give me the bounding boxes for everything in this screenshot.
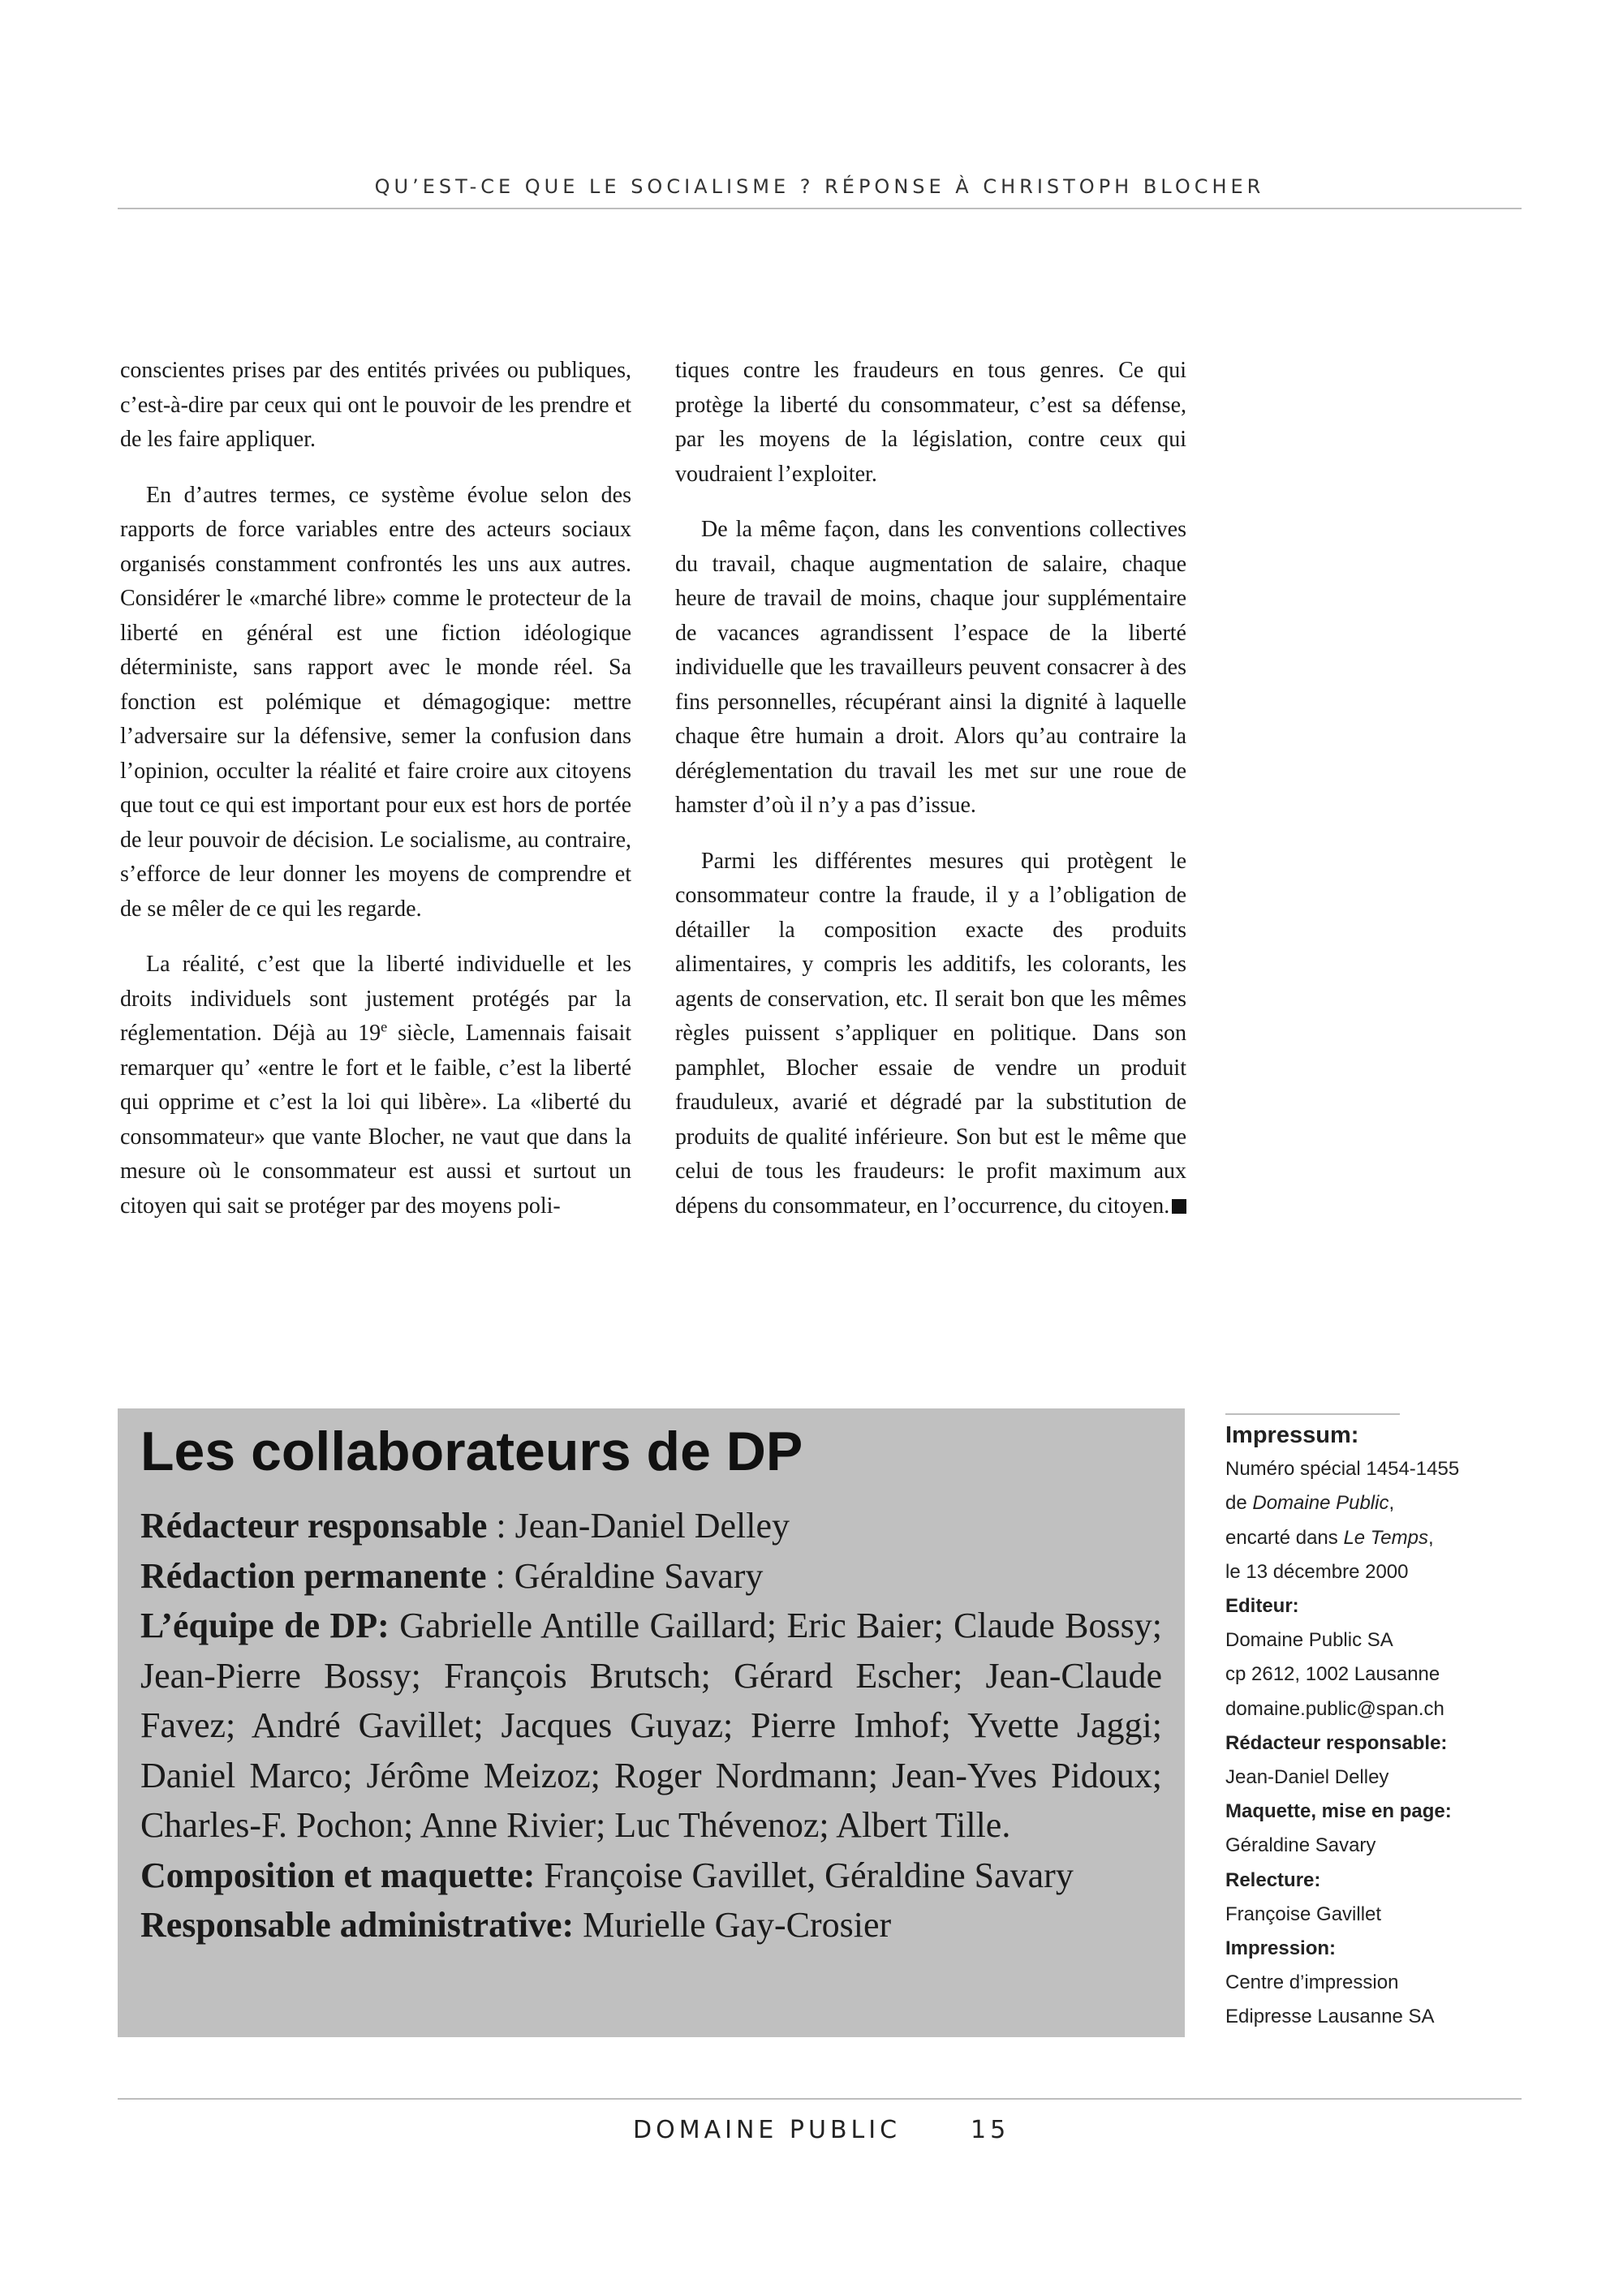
publication-name: DOMAINE PUBLIC <box>633 2116 902 2144</box>
header-rule <box>118 208 1522 209</box>
article-column-left <box>120 354 631 1245</box>
paragraph: La réalité, c’est que la liberté individuelle et les droits individuels sont justement protégés par la réglementation. Déjà au 19e siècle, Lamennais faisait remarquer qu’ «entre le fort et le faible, c’est la liberté qui opprime et c’est la loi qui libère». La «liberté du consommateur» que vante Blocher, ne vaut que dans la mesure où le consommateur est aussi et surtout un citoyen qui sait se protéger par des moyens poli- <box>120 952 632 1219</box>
paragraph: tiques contre les fraudeurs en tous genres. Ce qui protège la liberté du consommateur, c’est sa défense, par les moyens de la législation, contre ceux qui voudraient l’exploiter. <box>675 358 1186 487</box>
article-column-right <box>675 354 1186 1245</box>
footer-rule <box>118 2098 1522 2100</box>
impressum-rule <box>1225 1413 1400 1415</box>
paragraph: En d’autres termes, ce système évolue selon des rapports de force variables entre des acteurs sociaux organisés constamment confrontés les uns aux autres. Considérer le «marché libre» comme le protecteur de la liberté en général est une fiction idéologique déterministe, sans rapport avec le monde réel. Sa fonction est polémique et démagogique: mettre l’adversaire sur la défensive, semer la confusion dans l’opinion, occulter la réalité et faire croire aux citoyens que tout ce qui est important pour eux est hors de portée de leur pouvoir de décision. Le socialisme, au contraire, s’efforce de leur donner les moyens de comprendre et de se mêler de ce qui les regarde. <box>120 482 631 922</box>
paragraph: De la même façon, dans les conventions collectives du travail, chaque augmentation de salaire, chaque heure de travail de moins, chaque jour supplémentaire de vacances agrandissent l’espace de la liberté individuelle que les travailleurs peuvent consacrer à des fins personnelles, récupérant ainsi la dignité à laquelle chaque être humain a droit. Alors qu’au contraire la déréglementation du travail les met sur une roue de hamster d’où il n’y a pas d’issue. <box>675 517 1186 818</box>
impressum-title: Impressum: <box>1225 1422 1359 1448</box>
end-of-article-mark <box>1172 1199 1186 1214</box>
collaborators-title: Les collaborateurs de DP <box>140 1421 803 1482</box>
impressum: Impressum: Numéro spécial 1454-1455 de Domaine Public, encarté dans Le Temps, le 13 décembre 2000 Editeur: Domaine Public SA cp 2612, 1002 Lausanne domaine.public@span.ch Rédacteur responsable: Jean-Daniel Delley Maquette, mise en page: Géraldine Savary Relecture: Françoise Gavillet Impression: Centre d’impression Edipresse Lausanne SA <box>1225 1418 1518 2035</box>
collaborators-list: Rédacteur responsable : Jean-Daniel Delley Rédaction permanente : Géraldine Savary L’équipe de DP: Gabrielle Antille Gaillard; Eric Baier; Claude Bossy; Jean-Pierre Bossy; François Brutsch; Gérard Escher; Jean-Claude Favez; André Gavillet; Jacques Guyaz; Pierre Imhof; Yvette Jaggi; Daniel Marco; Jérôme Meizoz; Roger Nordmann; Jean-Yves Pidoux; Charles-F. Pochon; Anne Rivier; Luc Thévenoz; Albert Tille. Composition et maquette: Françoise Gavillet, Géraldine Savary Responsable administrative: Murielle Gay-Crosier <box>140 1506 1162 1945</box>
paragraph: conscientes prises par des entités privées ou publiques, c’est-à-dire par ceux qui ont le pouvoir de les prendre et de les faire appliquer. <box>120 358 631 452</box>
page-number: 15 <box>971 2116 1010 2144</box>
running-header: QU’EST-CE QUE LE SOCIALISME ? RÉPONSE À CHRISTOPH BLOCHER <box>374 175 1265 198</box>
email-address: domaine.public@span.ch <box>1225 1697 1444 1720</box>
collaborators-box <box>118 1408 1185 2037</box>
paragraph: Parmi les différentes mesures qui protègent le consommateur contre la fraude, il y a l’obligation de détailler la composition exacte des produits alimentaires, y compris les additifs, les colorants, les agents de conservation, etc. Il serait bon que les mêmes règles puissent s’appliquer en politique. Dans son pamphlet, Blocher essaie de vendre un produit frauduleux, avarié et dégradé par la substitution de produits de qualité inférieure. Son but est le même que celui de tous les fraudeurs: le profit maximum aux dépens du consommateur, en l’occurrence, du citoyen. <box>675 848 1186 1219</box>
